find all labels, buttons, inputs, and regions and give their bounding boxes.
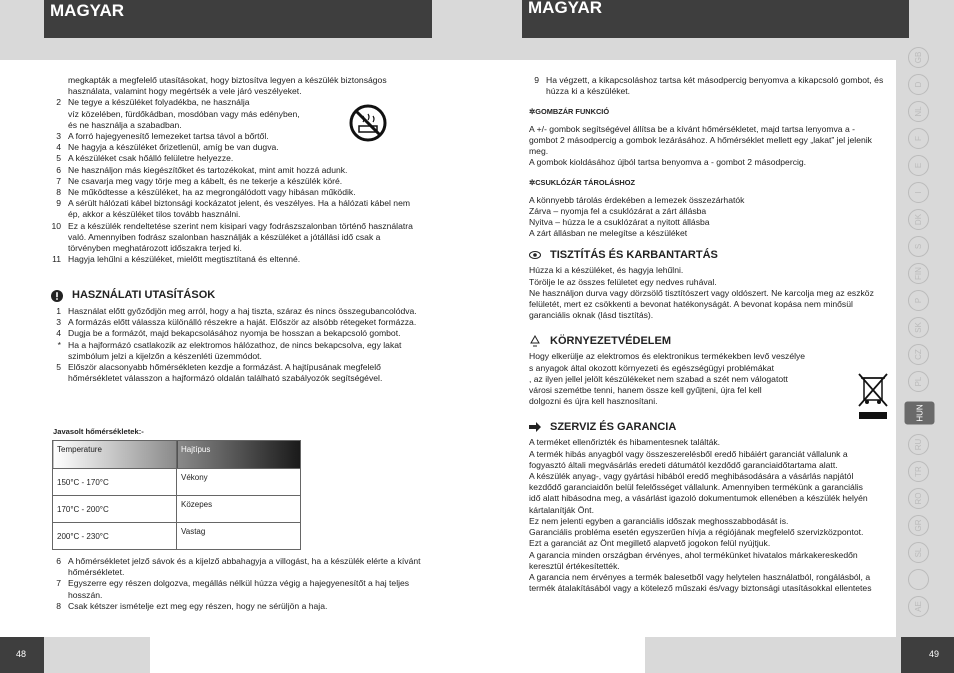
table-cell: 200°C - 230°C	[53, 523, 177, 550]
list-item	[51, 254, 421, 265]
text-line: A termék hibás anyagból vagy összeszerelésből eredő hibáiért garanciát vállalunk a	[529, 448, 848, 459]
language-tabs	[908, 47, 932, 623]
language-tab[interactable]: FIN	[908, 263, 929, 284]
text-line: felületét, mert ez csökkenti a bevonat hatékonyságát. A bevonat kopása nem minősül	[529, 299, 853, 310]
text-line: fogyasztó általi megvásárlás eredeti dátumától kezdődő garanciaidőtartama alatt.	[529, 459, 838, 470]
table-header-row	[53, 441, 301, 469]
list-text: A formázás előtt válassza különálló részekre a haját. Először az alsóbb rétegeket formázza.	[68, 317, 417, 328]
list-text: Hagyja lehűlni a készüléket, mielőtt megtisztítaná és eltenné.	[68, 254, 301, 265]
table-row	[53, 496, 301, 523]
language-tab[interactable]: RU	[908, 434, 929, 455]
language-tab[interactable]: F	[908, 128, 929, 149]
recycle-icon	[529, 335, 541, 347]
list-number: 9	[56, 198, 61, 209]
text-line: A könnyebb tárolás érdekében a lemezek összezárhatók	[529, 194, 745, 205]
list-item: 9 Ha végzett, a kikapcsoláshoz tartsa két másodpercig benyomva a kikapcsoló gombot, és húzza ki a készüléket.	[534, 75, 884, 97]
language-tab[interactable]: TR	[908, 461, 929, 482]
text-line: garanciális oknak (lásd tisztítás).	[529, 310, 654, 321]
list-item	[51, 198, 421, 220]
list-number: 5	[56, 362, 61, 373]
footer-band	[44, 637, 150, 673]
usage-section	[51, 284, 421, 384]
text-line: meg.	[529, 146, 549, 157]
list-number: 4	[56, 142, 61, 153]
list-number: 6	[56, 556, 61, 566]
list-text: A forró hajegyenesítő lemezeket tartsa távol a bőrtől.	[68, 131, 269, 142]
list-number: 11	[52, 254, 61, 265]
usage-heading: HASZNÁLATI UTASÍTÁSOK	[51, 290, 421, 302]
no-water-icon	[349, 104, 387, 142]
text-line: Nyitva – húzza le a csuklózárat a nyitott állásba	[529, 217, 710, 228]
list-item	[51, 176, 421, 187]
text-line: Ne használjon durva vagy dörzsölő tisztítószert vagy oldószert. Ne karcolja meg az eszköz	[529, 287, 874, 298]
list-item	[51, 187, 421, 198]
hinge-lock-heading: ✲CSUKLÓZÁR TÁROLÁSHOZ	[529, 178, 635, 188]
eye-icon	[529, 249, 541, 261]
table-row	[53, 469, 301, 496]
temperature-table-wrap	[52, 440, 301, 550]
list-text: Ne hagyja a készüléket őrizetlenül, amíg be van dugva.	[68, 142, 279, 153]
language-tab[interactable]	[908, 569, 929, 590]
right-page	[477, 0, 954, 673]
text-line: Hogy elkerülje az elektromos és elektronikus termékekben levő veszélye	[529, 351, 806, 362]
list-text: Ne tegye a készüléket folyadékba, ne használja	[68, 97, 250, 108]
text-line: termék átalakításából vagy a kötelező műszaki és/vagy biztonsági utasításokkal ellentetes	[529, 583, 872, 594]
list-text: Ne működtesse a készüléket, ha az megrongálódott vagy hibásan működik.	[68, 187, 356, 198]
list-text: és ne használja a szabadban.	[68, 119, 182, 130]
language-tab[interactable]: E	[908, 155, 929, 176]
page-header-title: MAGYAR	[44, 0, 432, 38]
arrow-right-icon	[529, 421, 541, 433]
list-item	[51, 340, 421, 362]
list-number: *	[57, 339, 61, 350]
text-line: A garancia minden országban érvényes, ahol termékünket hivatalos márkakereskedőn	[529, 549, 858, 560]
cleaning-heading: TISZTÍTÁS ÉS KARBANTARTÁS	[529, 249, 889, 261]
list-item	[51, 317, 421, 328]
list-number: 2	[56, 97, 61, 108]
list-text: Egyszerre egy részen dolgozva, megállás nélkül húzza végig a hajegyenesítőt a haj teljes hosszán.	[68, 578, 410, 600]
language-tab[interactable]: SK	[908, 317, 929, 338]
language-tab[interactable]: PL	[908, 371, 929, 392]
table-header-cell: Hajtípus	[177, 441, 301, 469]
language-tab[interactable]: P	[908, 290, 929, 311]
environment-heading: KÖRNYEZETVÉDELEM	[529, 335, 889, 347]
text-line: Garanciális probléma esetén egyszerűen hívja a régiójának megfelelő szervizközpontot.	[529, 527, 864, 538]
text-line: idő alatt hibásodna meg, a vásárlást igazoló dokumentumok ellenében a készülék helyén	[529, 493, 868, 504]
list-text: Ez a készülék rendeltetése szerint nem kisipari vagy fodrászszalonban történő használatra való. Amennyiben fodrász szalonban használják a készüléket a jótállási idő csak a törvényben meghatározott időszakra terjed ki.	[68, 220, 413, 254]
sparkle-icon: ✲	[529, 107, 536, 117]
list-item	[51, 362, 421, 384]
list-number: 4	[56, 328, 61, 339]
text-line: keresztül értékesítették.	[529, 560, 620, 571]
page-number-left: 48	[0, 637, 44, 673]
language-tab[interactable]: D	[908, 74, 929, 95]
button-lock-heading: ✲GOMBZÁR FUNKCIÓ	[529, 107, 610, 117]
list-text: A hőmérsékletet jelző sávok és a kijelző abbahagyja a villogást, ha a készülék elérte a kívánt hőmérsékletet.	[68, 556, 421, 578]
text-line: városi szemétbe tenni, hanem össze kell gyűjteni, újra fel kell	[529, 385, 762, 396]
list-text: víz közelében, fürdőkádban, mosdóban vagy más edényben,	[68, 108, 300, 119]
table-cell: Vékony	[177, 469, 301, 496]
language-tab[interactable]: AE	[908, 596, 929, 617]
list-number: 7	[56, 578, 61, 589]
text-line: Törölje le az összes felületet egy nedves ruhával.	[529, 276, 717, 287]
after-table-section	[51, 556, 421, 612]
list-number: 8	[56, 187, 61, 198]
list-item	[51, 165, 421, 176]
text-line: gombot 2 másodpercig a gombok lezárásához. A hőmérséklet mellett egy „lakat” jel jelenik	[529, 134, 872, 145]
text-line: s anyagok által okozott környezeti és egészségügyi problémákat	[529, 362, 775, 373]
list-number: 1	[56, 306, 61, 316]
list-text: Dugja be a formázót, majd bekapcsolásához nyomja be hosszan a bekapcsoló gombot.	[68, 328, 401, 339]
text-line: A zárt állásban ne melegítse a készüléket	[529, 228, 688, 239]
list-number: 5	[56, 153, 61, 164]
language-tab[interactable]: HUN	[905, 402, 935, 425]
list-item	[51, 153, 421, 164]
list-number: 7	[56, 175, 61, 186]
text-line: Ezt a garanciát az Önt megillető alapvető jogokon felül nyújtjuk.	[529, 538, 771, 549]
table-cell: Vastag	[177, 523, 301, 550]
list-number: 3	[56, 317, 61, 328]
list-item	[51, 221, 421, 255]
text-line: , az ilyen jellel jelölt készülékeket nem szabad a szét nem válogatott	[529, 373, 788, 384]
list-number: 10	[51, 220, 61, 231]
list-text: Ha a hajformázó csatlakozik az elektromos hálózathoz, de nincs bekapcsolva, egy lakat szimbólum jelzi a kijelzőn a készenléti üzemmódot.	[68, 339, 402, 361]
text-line: A gombok kioldásához újból tartsa benyomva a - gombot 2 másodpercig.	[529, 157, 807, 168]
text-line: A +/- gombok segítségével állítsa be a kívánt hőmérsékletet, majd tartsa lenyomva a -	[529, 123, 856, 134]
list-item	[51, 142, 421, 153]
list-text: Ne csavarja meg vagy törje meg a kábelt, és ne tekerje a készülék köré.	[68, 175, 343, 186]
list-text: Csak kétszer ismételje ezt meg egy részen, hogy ne sérüljön a haja.	[68, 600, 328, 611]
sparkle-icon: ✲	[529, 178, 536, 188]
language-tab[interactable]: DK	[908, 209, 929, 230]
list-number: 8	[56, 600, 61, 611]
weee-bin-icon	[855, 370, 891, 422]
language-tab[interactable]: I	[908, 182, 929, 203]
page-header-title: MAGYAR	[522, 0, 909, 38]
text-line: kártalanítják Önt.	[529, 504, 594, 515]
footer-band	[645, 637, 901, 673]
list-text: Ne használjon más kiegészítőket és tartozékokat, mint amit hozzá adunk.	[68, 164, 348, 175]
text-line: kezdődő garanciaidőn belül felelősséget vállalunk. Amennyiben termékünk a garanciális	[529, 482, 863, 493]
language-tab[interactable]: RO	[908, 488, 929, 509]
language-tab[interactable]: SL	[908, 542, 929, 563]
language-tab[interactable]: GB	[908, 47, 929, 68]
list-item	[51, 578, 421, 600]
text-line: Húzza ki a készüléket, és hagyja lehűlni.	[529, 265, 684, 276]
table-cell: 170°C - 200°C	[53, 496, 177, 523]
language-tab[interactable]: NL	[908, 101, 929, 122]
text-line: dolgozni és újra kell hasznosítani.	[529, 396, 658, 407]
list-text: A sérült hálózati kábel biztonsági kockázatot jelent, és veszélyes. Ha a hálózati kábel nem ép, akkor a készüléket tilos tovább használni.	[68, 198, 411, 220]
text-line: A garancia nem érvényes a termék balesetből vagy helytelen használatból, rongálásból, a	[529, 571, 871, 582]
list-number: 3	[56, 131, 61, 142]
service-heading: SZERVIZ ÉS GARANCIA	[529, 421, 889, 433]
table-cell: 150°C - 170°C	[53, 469, 177, 496]
language-tab[interactable]: GR	[908, 515, 929, 536]
temperature-table	[52, 440, 301, 550]
text-line: megkapták a megfelelő utasításokat, hogy biztosítva legyen a készülék biztonságos	[68, 75, 387, 85]
list-number: 6	[56, 164, 61, 175]
language-tab[interactable]: S	[908, 236, 929, 257]
right-content	[529, 75, 889, 594]
info-icon	[51, 290, 63, 302]
list-item	[51, 328, 421, 339]
list-text: Használat előtt győződjön meg arról, hogy a haj tiszta, száraz és nincs összegubancolódva.	[68, 306, 417, 316]
text-line: Ez nem jelenti egyben a garanciális időszak meghosszabbodását is.	[529, 515, 789, 526]
text-line: használata, valamint hogy megértsék a vele járó veszélyeket.	[68, 86, 302, 97]
list-item	[51, 306, 421, 317]
text-line: A terméket ellenőrizték és hibamentesnek találták.	[529, 437, 721, 448]
page-number-right: 49	[901, 637, 954, 673]
list-item	[51, 601, 421, 612]
language-tab[interactable]: CZ	[908, 344, 929, 365]
list-item	[51, 556, 421, 578]
table-header-cell: Temperature	[53, 441, 177, 469]
text-line: A készülék anyag-, vagy gyártási hibából eredő meghibásodására a vásárlás napjától	[529, 471, 854, 482]
text-line: Zárva – nyomja fel a csuklózárat a zárt állásba	[529, 205, 707, 216]
table-cell: Közepes	[177, 496, 301, 523]
table-title: Javasolt hőmérsékletek:-	[53, 427, 144, 436]
table-row	[53, 523, 301, 550]
list-text: A készüléket csak hőálló felületre helyezze.	[68, 153, 234, 164]
list-text: Először alacsonyabb hőmérsékleten kezdje a formázást. A hajtípusának megfelelő hőmérsékletet válasszon a hajformázó oldalán található szabályozók segítségével.	[68, 362, 383, 384]
